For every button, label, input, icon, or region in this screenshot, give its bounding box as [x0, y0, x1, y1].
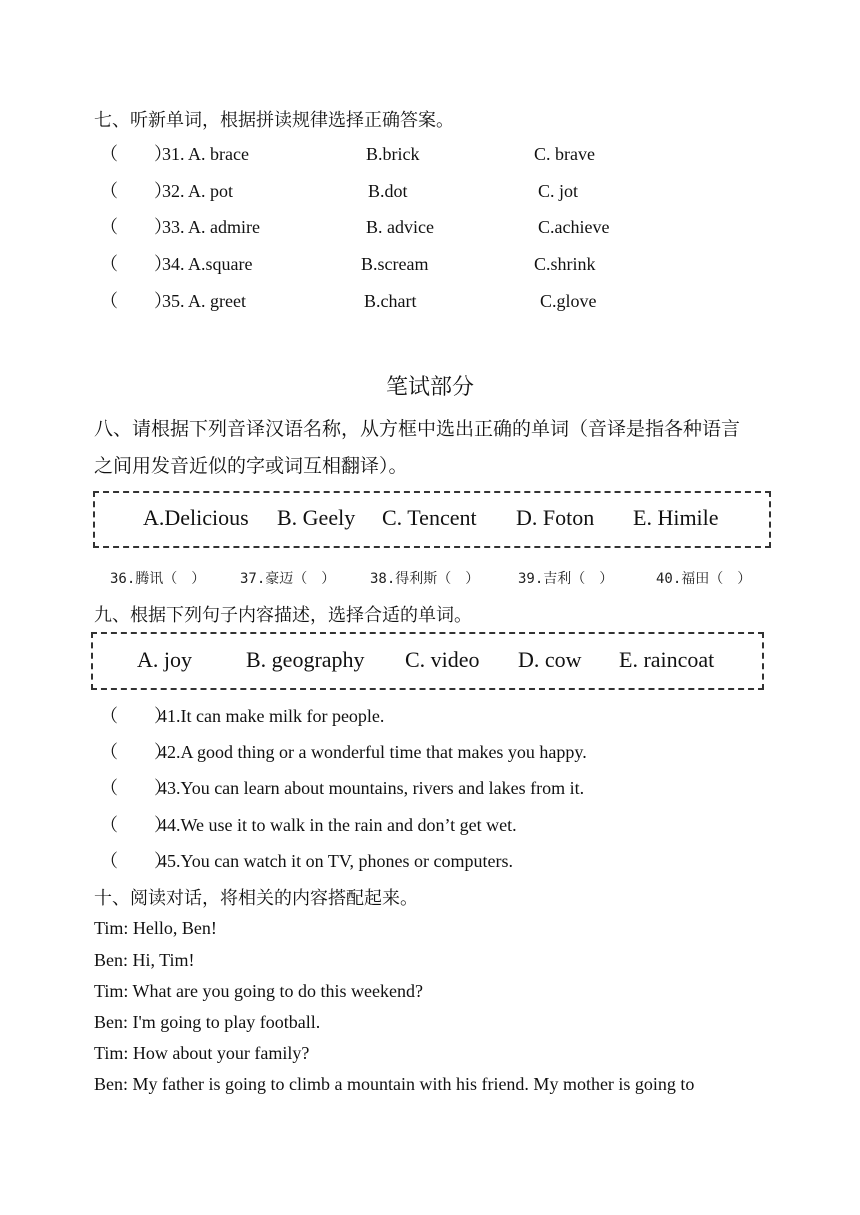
option-a: A. joy	[137, 647, 192, 672]
option-b: B. geography	[246, 647, 365, 672]
blank-39[interactable]: 39.吉利（ ）	[518, 571, 614, 587]
word-box-8	[93, 491, 771, 548]
section7-heading: 七、听新单词，根据拼读规律选择正确答案。	[94, 110, 454, 131]
dialogue-line: Tim: Hello, Ben!	[94, 918, 217, 938]
option-d: D. Foton	[516, 505, 595, 530]
question-text: 42.A good thing or a wonderful time that makes you happy.	[158, 742, 587, 762]
section8-heading-line2: 之间用发音近似的字或词互相翻译）。	[94, 455, 408, 477]
option-d: D. cow	[518, 647, 582, 672]
option-a: A.Delicious	[143, 505, 249, 530]
word-box-9	[91, 632, 764, 690]
dialogue-line: Ben: My father is going to climb a mountain with his friend. My mother is going to	[94, 1074, 695, 1094]
dialogue-line: Ben: Hi, Tim!	[94, 950, 195, 970]
written-section-title: 笔试部分	[385, 375, 474, 400]
section9-heading: 九、根据下列句子内容描述，选择合适的单词。	[94, 605, 472, 626]
option-c: C. video	[405, 647, 480, 672]
question-text: 45.You can watch it on TV, phones or computers.	[158, 851, 513, 871]
option-c: C. jot	[538, 181, 579, 201]
blank-37[interactable]: 37.豪迈（ ）	[240, 571, 336, 587]
option-a: 32. A. pot	[162, 181, 234, 201]
blank-36[interactable]: 36.腾讯（ ）	[110, 571, 206, 587]
section10-heading: 十、阅读对话，将相关的内容搭配起来。	[94, 888, 418, 909]
answer-paren[interactable]: （ ）	[100, 181, 172, 201]
question-text: 43.You can learn about mountains, rivers and lakes from it.	[158, 778, 585, 798]
dialogue-line: Ben: I'm going to play football.	[94, 1012, 321, 1032]
option-b: B.scream	[361, 254, 429, 274]
answer-paren[interactable]: （ ）	[100, 144, 172, 164]
option-b: B.brick	[366, 144, 420, 164]
blank-38[interactable]: 38.得利斯（ ）	[370, 571, 480, 587]
answer-paren[interactable]: （ ）	[100, 742, 172, 762]
blank-40[interactable]: 40.福田（ ）	[656, 571, 752, 587]
option-c: C. Tencent	[382, 505, 477, 530]
option-a: 33. A. admire	[162, 217, 260, 237]
section8-heading-line1: 八、请根据下列音译汉语名称，从方框中选出正确的单词（音译是指各种语言	[94, 418, 741, 440]
option-c: C. brave	[534, 144, 595, 164]
question-text: 41.It can make milk for people.	[158, 706, 385, 726]
dialogue-line: Tim: How about your family?	[94, 1043, 310, 1063]
option-c: C.glove	[540, 291, 597, 311]
answer-paren[interactable]: （ ）	[100, 706, 172, 726]
option-b: B.dot	[368, 181, 408, 201]
answer-paren[interactable]: （ ）	[100, 291, 172, 311]
option-e: E. Himile	[633, 505, 719, 530]
answer-paren[interactable]: （ ）	[100, 254, 172, 274]
answer-paren[interactable]: （ ）	[100, 217, 172, 237]
option-b: B. Geely	[277, 505, 356, 530]
answer-paren[interactable]: （ ）	[100, 815, 172, 835]
option-c: C.achieve	[538, 217, 610, 237]
answer-paren[interactable]: （ ）	[100, 778, 172, 798]
option-b: B. advice	[366, 217, 434, 237]
dialogue-line: Tim: What are you going to do this weekend?	[94, 981, 423, 1001]
question-text: 44.We use it to walk in the rain and don’t get wet.	[158, 815, 517, 835]
option-e: E. raincoat	[619, 647, 715, 672]
answer-paren[interactable]: （ ）	[100, 851, 172, 871]
option-a: 31. A. brace	[162, 144, 249, 164]
option-c: C.shrink	[534, 254, 596, 274]
option-a: 35. A. greet	[162, 291, 246, 311]
option-b: B.chart	[364, 291, 417, 311]
option-a: 34. A.square	[162, 254, 253, 274]
